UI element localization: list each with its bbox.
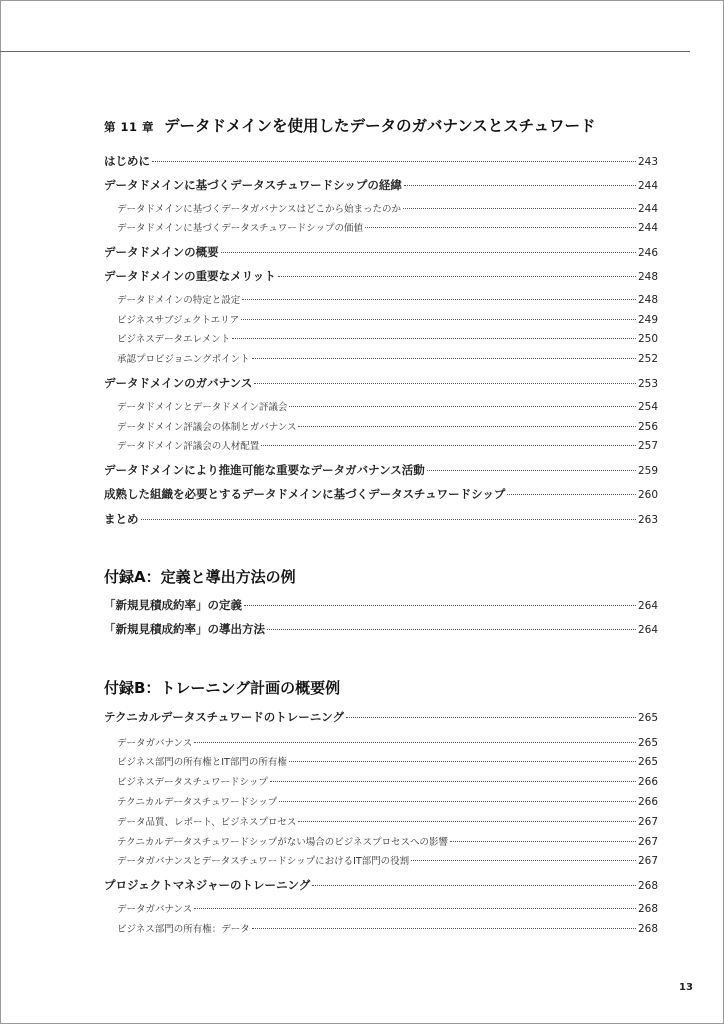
toc-entry-title: はじめに — [104, 154, 150, 168]
toc-entry[interactable] — [117, 220, 658, 238]
dot-leader — [289, 761, 636, 762]
dot-leader — [450, 841, 636, 842]
toc-entry-page: 268 — [637, 880, 658, 892]
toc-entry[interactable] — [117, 201, 658, 219]
chapter-11-heading — [104, 114, 596, 136]
toc-entry-title: データドメインの概要 — [104, 245, 219, 259]
dot-leader — [270, 781, 636, 782]
toc-entry-page: 267 — [637, 816, 658, 828]
toc-entry-title: ビジネスデータエレメント — [117, 334, 231, 345]
toc-entry[interactable] — [104, 709, 658, 727]
toc-entry-title: テクニカルデータスチュワードシップがない場合のビジネスプロセスへの影響 — [117, 837, 448, 848]
toc-entry[interactable] — [104, 177, 658, 195]
dot-leader — [194, 908, 636, 909]
toc-entry-page: 252 — [637, 353, 658, 365]
toc-entry-page: 268 — [637, 903, 658, 915]
toc-entry-page: 265 — [637, 712, 658, 724]
toc-entry-title: データドメインのガバナンス — [104, 376, 253, 390]
toc-entry[interactable] — [117, 754, 658, 772]
appendix-a-heading: 付録A：定義と導出方法の例 — [104, 568, 296, 586]
toc-entry-page: 253 — [637, 378, 658, 390]
toc-entry[interactable] — [104, 877, 658, 895]
toc-entry-title: データドメインにより推進可能な重要なデータガバナンス活動 — [104, 463, 425, 477]
toc-entry-page: 265 — [637, 756, 658, 768]
toc-entry-title: ビジネスデータスチュワードシップ — [117, 777, 268, 788]
toc-entry[interactable] — [117, 331, 658, 349]
dot-leader — [244, 605, 636, 606]
toc-entry-title: データガバナンス — [117, 904, 193, 915]
toc-entry-title: テクニカルデータスチュワードのトレーニング — [104, 710, 345, 724]
toc-entry[interactable] — [104, 244, 658, 262]
dot-leader — [252, 358, 636, 359]
toc-entry-title: データドメインに基づくデータスチュワードシップの経緯 — [104, 178, 402, 192]
toc-entry[interactable] — [117, 921, 658, 939]
appendix-b-heading: 付録B：トレーニング計画の概要例 — [104, 679, 341, 697]
toc-entry-title: 承認プロビジョニングポイント — [117, 354, 250, 365]
toc-entry-title: 「新規見積成約率」の導出方法 — [104, 622, 265, 636]
toc-entry-page: 266 — [637, 796, 658, 808]
toc-entry-title: データドメインとデータドメイン評議会 — [117, 402, 288, 413]
toc-entry[interactable] — [104, 511, 658, 529]
toc-entry-page: 256 — [637, 421, 658, 433]
dot-leader — [221, 252, 636, 253]
dot-leader — [403, 208, 636, 209]
dot-leader — [312, 885, 636, 886]
toc-entry-title: ビジネス部門の所有権：データ — [117, 924, 250, 935]
toc-entry-title: テクニカルデータスチュワードシップ — [117, 797, 278, 808]
toc-entry[interactable] — [104, 375, 658, 393]
toc-entry-page: 244 — [637, 222, 658, 234]
dot-leader — [298, 821, 636, 822]
toc-entry-page: 248 — [637, 294, 658, 306]
toc-entry-title: データドメインの重要なメリット — [104, 269, 276, 283]
toc-entry[interactable] — [104, 486, 658, 504]
dot-leader — [194, 742, 636, 743]
dot-leader — [241, 319, 636, 320]
toc-entry-title: データガバナンスとデータスチュワードシップにおけるIT部門の役割 — [117, 856, 410, 867]
toc-entry[interactable] — [117, 292, 658, 310]
dot-leader — [254, 383, 636, 384]
toc-entry-title: データガバナンス — [117, 738, 193, 749]
toc-entry[interactable] — [117, 834, 658, 852]
toc-entry-page: 264 — [637, 600, 658, 612]
toc-entry[interactable] — [117, 853, 658, 871]
toc-entry[interactable] — [104, 621, 658, 639]
page-number: 13 — [679, 982, 693, 993]
toc-entry[interactable] — [104, 153, 658, 171]
toc-entry[interactable] — [117, 438, 658, 456]
toc-entry-title: ビジネスサブジェクトエリア — [117, 315, 240, 326]
toc-entry-page: 257 — [637, 440, 658, 452]
toc-entry-page: 254 — [637, 401, 658, 413]
dot-leader — [289, 406, 636, 407]
dot-leader — [279, 801, 636, 802]
toc-entry-page: 264 — [637, 624, 658, 636]
toc-entry-page: 244 — [637, 203, 658, 215]
toc-entry-page: 248 — [637, 271, 658, 283]
header-rule — [0, 51, 690, 52]
toc-entry-title: データ品質、レポート、ビジネスプロセス — [117, 817, 297, 828]
toc-entry-title: プロジェクトマネジャーのトレーニング — [104, 878, 311, 892]
toc-entry[interactable] — [117, 901, 658, 919]
toc-entry[interactable] — [117, 814, 658, 832]
toc-entry[interactable] — [117, 774, 658, 792]
dot-leader — [427, 470, 636, 471]
toc-entry[interactable] — [117, 794, 658, 812]
toc-entry-title: ビジネス部門の所有権とIT部門の所有権 — [117, 757, 287, 768]
toc-entry-title: データドメインに基づくデータスチュワードシップの価値 — [117, 223, 364, 234]
dot-leader — [242, 299, 636, 300]
dot-leader — [298, 426, 635, 427]
chapter-title: データドメインを使用したデータのガバナンスとスチュワード — [164, 117, 596, 135]
dot-leader — [404, 185, 636, 186]
toc-entry-title: まとめ — [104, 512, 139, 526]
toc-entry-page: 250 — [637, 333, 658, 345]
toc-entry[interactable] — [117, 399, 658, 417]
chapter-number: 第 11 章 — [104, 120, 155, 134]
toc-entry-title: 成熟した組織を必要とするデータドメインに基づくデータスチュワードシップ — [104, 487, 506, 501]
toc-entry-page: 265 — [637, 737, 658, 749]
toc-entry-page: 246 — [637, 247, 658, 259]
dot-leader — [267, 629, 636, 630]
toc-entry-page: 267 — [637, 855, 658, 867]
toc-entry[interactable] — [104, 462, 658, 480]
toc-entry-title: 「新規見積成約率」の定義 — [104, 598, 242, 612]
dot-leader — [507, 494, 636, 495]
toc-entry-page: 266 — [637, 776, 658, 788]
dot-leader — [278, 276, 636, 277]
dot-leader — [152, 161, 636, 162]
dot-leader — [252, 928, 636, 929]
toc-entry-title: データドメイン評議会の人材配置 — [117, 441, 260, 452]
toc-entry-page: 259 — [637, 465, 658, 477]
toc-entry[interactable] — [117, 735, 658, 753]
toc-entry-page: 244 — [637, 180, 658, 192]
toc-entry-page: 249 — [637, 314, 658, 326]
toc-entry[interactable] — [104, 597, 658, 615]
dot-leader — [365, 227, 636, 228]
dot-leader — [346, 717, 636, 718]
dot-leader — [232, 338, 636, 339]
toc-entry-title: データドメインに基づくデータガバナンスはどこから始まったのか — [117, 204, 401, 215]
toc-entry-page: 268 — [637, 923, 658, 935]
toc-entry[interactable] — [104, 268, 658, 286]
toc-entry-page: 267 — [637, 836, 658, 848]
toc-entry-page: 260 — [637, 489, 658, 501]
toc-entry-page: 263 — [637, 514, 658, 526]
dot-leader — [141, 519, 636, 520]
toc-entry-title: データドメインの特定と設定 — [117, 295, 241, 306]
toc-entry[interactable] — [117, 419, 658, 437]
dot-leader — [261, 445, 636, 446]
toc-entry-title: データドメイン評議会の体制とガバナンス — [117, 422, 297, 433]
dot-leader — [411, 860, 636, 861]
toc-entry-page: 243 — [637, 156, 658, 168]
toc-entry[interactable] — [117, 351, 658, 369]
toc-entry[interactable] — [117, 312, 658, 330]
